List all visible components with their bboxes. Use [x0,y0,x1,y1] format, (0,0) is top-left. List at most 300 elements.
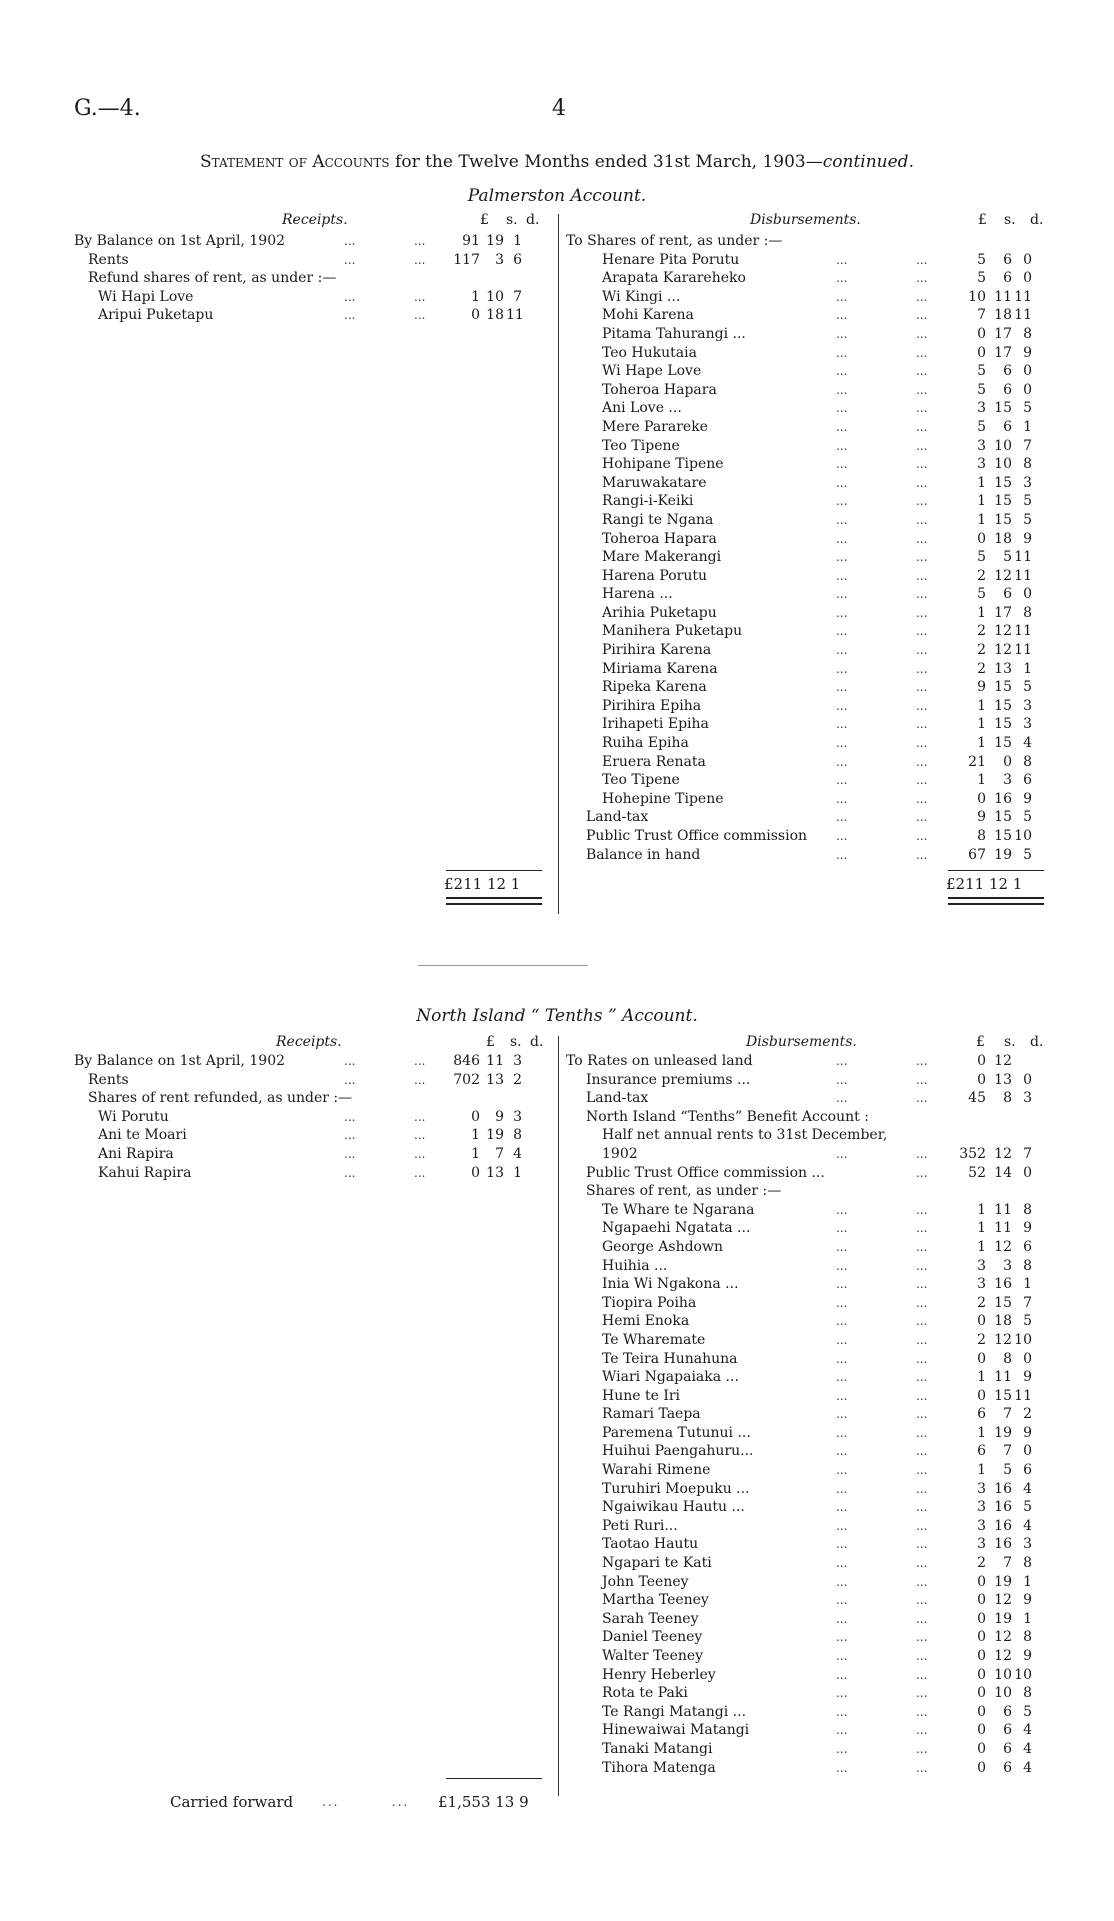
dot-leader: ... [836,1295,848,1310]
north-disbursement-label: Ramari Taepa [602,1406,701,1423]
north-disbursement-row [566,1461,1056,1480]
dot-leader: ... [836,754,848,769]
palmerston-disbursement-pounds: 5 [977,418,986,435]
dot-leader: ... [916,1407,928,1422]
dot-leader: ... [836,1388,848,1403]
palmerston-disbursement-shillings: 17 [994,325,1012,342]
north-disbursement-label: Ngapari te Kati [602,1555,712,1572]
palmerston-disbursement-label: Public Trust Office commission [586,828,808,844]
north-disbursement-pounds: 1 [977,1369,986,1386]
palmerston-disbursement-pounds: 0 [977,790,986,807]
palmerston-disbursement-shillings: 3 [1003,772,1012,789]
north-disbursement-pence: 8 [1023,1555,1032,1572]
dot-leader: ... [916,1091,928,1106]
north-disbursement-pounds: 1 [977,1201,986,1218]
dot-leader: ... [916,1556,928,1571]
dot-leader: ... [836,1593,848,1608]
palmerston-disbursement-pounds: 1 [977,604,986,621]
north-disbursement-shillings: 11 [994,1220,1012,1237]
palmerston-disbursement-shillings: 19 [994,846,1012,863]
north-disbursement-pence: 7 [1023,1145,1032,1162]
north-receipt-pounds: 0 [471,1108,480,1125]
dot-leader: ... [836,1723,848,1738]
palmerston-disbursement-row [566,585,1056,604]
dot-leader: ... [836,1537,848,1552]
palmerston-disbursement-row [566,622,1056,641]
palmerston-disbursement-pounds: 1 [977,697,986,714]
dot-leader: ... [344,289,356,304]
dot-leader: ... [916,736,928,751]
palmerston-disbursement-pence: 10 [1014,828,1032,844]
dot-leader: ... [916,568,928,583]
palmerston-disbursement-pence: 11 [1014,307,1032,324]
north-disbursement-shillings: 15 [994,1294,1012,1311]
dot-leader: ... [916,1500,928,1515]
dot-leader: ... [916,1481,928,1496]
north-disbursement-pounds: 3 [977,1499,986,1516]
north-receipt-pounds: 1 [471,1145,480,1162]
palmerston-disbursement-shillings: 15 [994,511,1012,528]
dot-leader: ... [836,1072,848,1087]
palmerston-disbursement-row [566,325,1056,344]
north-disbursement-pounds: 0 [977,1071,986,1088]
palmerston-disbursement-pence: 0 [1023,381,1032,398]
north-receipt-label: Kahui Rapira [98,1164,192,1181]
north-disbursement-pounds: 2 [977,1294,986,1311]
carried-forward-total: £1,553 13 9 [438,1793,529,1811]
north-disbursement-row [566,1201,1056,1220]
palmerston-disbursement-pounds: 1 [977,474,986,491]
dot-leader: ... [916,1258,928,1273]
palmerston-disbursement-label: Toheroa Hapara [602,530,717,547]
north-disbursement-shillings: 18 [994,1313,1012,1330]
north-disbursement-shillings: 12 [994,1053,1012,1069]
north-disbursement-label: Tiopira Poiha [602,1294,697,1311]
north-disbursement-label: Insurance premiums ... [586,1071,751,1088]
palmerston-disbursement-shillings: 6 [1003,363,1012,380]
dot-leader: ... [836,289,848,304]
palmerston-disbursement-shillings: 6 [1003,270,1012,287]
north-disbursement-label: Henry Heberley [602,1666,716,1683]
north-disbursement-pence: 4 [1023,1517,1032,1534]
dot-leader: ... [836,1556,848,1571]
dot-leader: ... [916,512,928,527]
palmerston-disbursement-shillings: 15 [994,697,1012,714]
palmerston-disbursement-row [566,567,1056,586]
north-disbursement-shillings: 16 [994,1517,1012,1534]
palmerston-disbursement-pence: 8 [1023,604,1032,621]
north-disbursement-shillings: 19 [994,1424,1012,1441]
palmerston-disbursement-pence: 0 [1023,586,1032,603]
palmerston-receipt-pence: 6 [513,251,522,268]
north-disbursement-pounds: 3 [977,1276,986,1293]
palmerston-disbursement-pounds: 3 [977,456,986,473]
shilling-head: s. [510,1034,522,1050]
north-disbursement-row [566,1591,1056,1610]
palmerston-disbursement-row [566,734,1056,753]
north-disbursement-label: Huihui Paengahuru... [602,1443,754,1460]
page-number: 4 [552,96,566,121]
palmerston-receipt-row [74,306,564,325]
dot-leader: ... [916,1593,928,1608]
palmerston-disbursement-shillings: 15 [994,679,1012,696]
palmerston-disbursement-pence: 3 [1023,697,1032,714]
palmerston-disbursement-pence: 5 [1023,809,1032,826]
dot-leader: ... [836,698,848,713]
north-disbursement-pence: 6 [1023,1462,1032,1479]
dot-leader: ... [836,810,848,825]
dot-leader: ... [916,1314,928,1329]
dot-leader: ... [836,1741,848,1756]
palmerston-receipt-pounds: 1 [471,288,480,305]
north-receipt-pence: 1 [513,1164,522,1181]
north-disbursement-shillings: 5 [1003,1462,1012,1479]
palmerston-disbursement-shillings: 15 [994,735,1012,752]
palmerston-disbursement-row [566,437,1056,456]
dot-leader: ... [836,475,848,490]
palmerston-disbursement-label: Teo Hukutaia [602,344,697,361]
north-disbursement-shillings: 7 [1003,1555,1012,1572]
north-disbursement-shillings: 19 [994,1610,1012,1627]
title-continued: continued. [822,152,914,172]
north-disbursement-pence: 1 [1023,1573,1032,1590]
north-carried-rule [446,1778,542,1779]
palmerston-disbursement-shillings: 12 [994,567,1012,584]
palmerston-disbursement-row [566,660,1056,679]
north-disbursement-row [566,1498,1056,1517]
palmerston-disbursement-pence: 11 [1014,623,1032,640]
dot-leader: ... [916,252,928,267]
dot-leader: ... [916,1444,928,1459]
north-disbursement-row [566,1628,1056,1647]
palmerston-disbursement-pence: 11 [1014,549,1032,566]
north-disbursement-row [566,1647,1056,1666]
dot-leader: ... [344,252,356,267]
dot-leader: ... [836,271,848,286]
north-disbursement-shillings: 12 [994,1145,1012,1162]
north-disbursement-pounds: 0 [977,1053,986,1069]
palmerston-receipt-label: Aripui Puketapu [98,307,214,324]
north-disbursement-label: To Rates on unleased land [566,1053,753,1069]
dot-leader: ... [836,1202,848,1217]
dot-leader: ... [916,1741,928,1756]
dot-leader: ... [836,1760,848,1775]
dot-leader: ... [836,1091,848,1106]
dot-leader: ... [916,308,928,323]
palmerston-disbursement-label: To Shares of rent, as under :— [566,233,783,249]
north-disbursement-shillings: 6 [1003,1759,1012,1776]
palmerston-disbursement-pounds: 5 [977,586,986,603]
palmerston-disbursement-pounds: 1 [977,772,986,789]
palmerston-disbursement-row [566,678,1056,697]
north-disbursement-row [566,1275,1056,1294]
dot-leader: ... [836,1518,848,1533]
north-disbursement-pence: 5 [1023,1313,1032,1330]
dot-leader: ... [414,234,426,248]
north-disbursement-shillings: 16 [994,1536,1012,1553]
north-disbursement-row [566,1721,1056,1740]
north-disbursement-shillings: 16 [994,1480,1012,1497]
dot-leader: ... [836,1444,848,1459]
palmerston-disbursement-label: Harena Porutu [602,567,707,584]
palmerston-disbursement-label: Wi Hape Love [602,363,702,380]
palmerston-disbursement-label: Pirihira Karena [602,642,712,659]
dot-leader: ... [916,1574,928,1589]
north-disbursement-shillings: 3 [1003,1257,1012,1274]
north-disbursement-row [566,1610,1056,1629]
dot-leader: ... [916,829,928,843]
north-receipt-pence: 4 [513,1145,522,1162]
north-disbursement-label: Turuhiri Moepuku ... [602,1480,750,1497]
north-disbursement-row [566,1368,1056,1387]
dot-leader: ... [916,717,928,732]
north-disbursement-pence: 2 [1023,1406,1032,1423]
palmerston-disbursement-pence: 5 [1023,511,1032,528]
palmerston-disbursement-label: Arapata Karareheko [602,270,746,287]
palmerston-disbursement-row [566,827,1056,846]
north-disbursement-row [566,1238,1056,1257]
north-disbursement-pence: 6 [1023,1238,1032,1255]
palmerston-disbursement-pounds: 9 [977,809,986,826]
north-disbursement-label: Shares of rent, as under :— [586,1183,782,1200]
north-receipt-pence: 2 [513,1071,522,1088]
north-disbursement-pence: 4 [1023,1480,1032,1497]
dot-leader: ... [836,829,848,843]
palmerston-disbursement-shillings: 0 [1003,753,1012,770]
palmerston-disbursement-pounds: 2 [977,642,986,659]
palmerston-disbursement-row [566,344,1056,363]
palmerston-disbursement-pence: 11 [1014,567,1032,584]
dot-leader: ... [916,1277,928,1292]
dot-leader: ... [916,1388,928,1403]
palmerston-disbursement-label: Henare Pita Porutu [602,251,740,268]
palmerston-receipts-head: Receipts. [282,212,348,228]
north-disbursement-row [566,1442,1056,1461]
palmerston-disbursement-row [566,492,1056,511]
north-disbursement-row [566,1740,1056,1759]
dot-leader: ... [344,234,356,248]
north-disbursement-pence: 9 [1023,1592,1032,1609]
palmerston-receipt-pence: 1 [513,233,522,249]
north-disbursement-shillings: 7 [1003,1443,1012,1460]
palmerston-receipt-shillings: 3 [495,251,504,268]
palmerston-disbursement-pounds: 2 [977,567,986,584]
palmerston-disbursement-pounds: 8 [977,828,986,844]
palmerston-receipts-rule [446,870,542,871]
north-disbursement-pence: 0 [1023,1164,1032,1181]
north-disbursement-row [566,1071,1056,1090]
north-receipt-label: Wi Porutu [98,1108,169,1125]
dot-leader: ... [916,1704,928,1719]
palmerston-disbursement-pounds: 1 [977,511,986,528]
palmerston-disbursement-row [566,771,1056,790]
dot-leader: ... [414,289,426,304]
north-disbursement-shillings: 14 [994,1164,1012,1181]
dot-leader: ... [836,680,848,695]
document-reference: G.—4. [74,96,141,121]
north-receipt-shillings: 19 [486,1127,504,1144]
dot-leader: ... [836,1277,848,1292]
north-disbursement-pounds: 0 [977,1666,986,1683]
north-disbursement-row [566,1089,1056,1108]
palmerston-disbursement-pounds: 3 [977,400,986,417]
dot-leader: ... [916,1295,928,1310]
north-disbursement-pounds: 3 [977,1257,986,1274]
palmerston-disbursement-pence: 7 [1023,437,1032,454]
north-disbursement-shillings: 16 [994,1276,1012,1293]
north-disbursement-pounds: 2 [977,1555,986,1572]
north-disbursement-shillings: 16 [994,1499,1012,1516]
palmerston-disbursement-row [566,362,1056,381]
dot-leader: ... [916,1165,928,1180]
palmerston-disbursement-pence: 9 [1023,790,1032,807]
dot-leader: ... [836,717,848,732]
palmerston-disbursement-label: Balance in hand [586,846,701,863]
palmerston-disbursement-pounds: 5 [977,270,986,287]
dot-leader: ... [916,438,928,453]
dot-leader: ... [836,1258,848,1273]
palmerston-disbursement-shillings: 5 [1003,549,1012,566]
north-disbursement-pence: 10 [1014,1331,1032,1348]
title-statement: Statement of Accounts [200,152,390,172]
palmerston-disbursement-shillings: 17 [994,604,1012,621]
dot-leader: ... [836,1500,848,1515]
palmerston-receipt-pounds: 117 [453,251,480,268]
north-disbursement-pence: 9 [1023,1424,1032,1441]
dot-leader: ... [836,1407,848,1422]
north-disbursement-pence: 0 [1023,1350,1032,1367]
palmerston-disbursement-pounds: 5 [977,381,986,398]
north-disbursement-pounds: 0 [977,1722,986,1739]
north-disbursement-row [566,1517,1056,1536]
dot-leader: ... [916,680,928,695]
north-receipts-list [74,1052,564,1182]
dot-leader: ... [916,1537,928,1552]
palmerston-heading: Palmerston Account. [467,186,647,206]
dot-leader: ... [836,1649,848,1663]
north-disbursement-row [566,1219,1056,1238]
palmerston-disbursement-row [566,548,1056,567]
dot-leader: ... [916,1667,928,1682]
north-disbursement-pence: 8 [1023,1257,1032,1274]
north-disbursement-label: Martha Teeney [602,1592,709,1609]
palmerston-disbursement-label: Manihera Puketapu [602,623,743,640]
north-disbursement-pounds: 0 [977,1387,986,1404]
palmerston-disbursement-shillings: 12 [994,623,1012,640]
north-disbursement-label: Warahi Rimene [602,1462,711,1479]
dot-leader: ... [836,382,848,397]
carried-forward-leader: ... ... [322,1795,410,1809]
dot-leader: ... [836,1481,848,1496]
north-disbursement-label: Te Whare te Ngarana [602,1201,755,1218]
north-receipt-row [74,1052,564,1071]
palmerston-disbursement-pounds: 10 [968,288,986,305]
north-receipt-label: Ani Rapira [98,1145,174,1162]
palmerston-disbursement-row [566,455,1056,474]
dot-leader: ... [916,1723,928,1738]
dot-leader: ... [836,1574,848,1589]
pence-head: d. [526,212,540,228]
north-disbursement-shillings: 12 [994,1592,1012,1609]
dot-leader: ... [916,475,928,490]
palmerston-disbursement-row [566,846,1056,865]
dot-leader: ... [916,1518,928,1533]
dot-leader: ... [836,643,848,658]
dot-leader: ... [916,550,928,565]
north-disbursement-pounds: 0 [977,1592,986,1609]
palmerston-disbursement-pounds: 9 [977,679,986,696]
palmerston-receipt-label: By Balance on 1st April, 1902 [74,233,286,249]
north-disbursement-label: Land-tax [586,1090,649,1107]
palmerston-disbursement-row [566,641,1056,660]
north-disbursement-row [566,1164,1056,1183]
north-disbursement-label: Tihora Matenga [602,1759,716,1776]
north-disbursement-pence: 5 [1023,1703,1032,1720]
north-disbursement-pence: 3 [1023,1090,1032,1107]
dot-leader: ... [836,847,848,862]
north-disbursement-pence: 3 [1023,1536,1032,1553]
dot-leader: ... [836,550,848,565]
palmerston-disbursement-pounds: 21 [968,753,986,770]
north-disbursement-label: Walter Teeney [602,1648,704,1664]
north-disbursement-label: Inia Wi Ngakona ... [602,1276,739,1293]
dot-leader: ... [916,624,928,639]
palmerston-disbursement-row [566,604,1056,623]
dot-leader: ... [836,568,848,583]
palmerston-disbursement-row [566,418,1056,437]
palmerston-receipts-list [74,232,564,325]
palmerston-disbursement-label: Irihapeti Epiha [602,716,709,733]
north-disbursement-pence: 0 [1023,1071,1032,1088]
dot-leader: ... [836,1686,848,1701]
palmerston-disbursement-shillings: 12 [994,642,1012,659]
north-disbursements-list [566,1052,1056,1777]
north-receipt-pence: 8 [513,1127,522,1144]
dot-leader: ... [916,847,928,862]
dot-leader: ... [836,531,848,546]
dot-leader: ... [916,1686,928,1701]
north-disbursement-label: Ngapaehi Ngatata ... [602,1220,751,1237]
palmerston-disbursement-pounds: 5 [977,251,986,268]
palmerston-disbursement-label: Hohepine Tipene [602,790,724,807]
palmerston-disbursement-pounds: 0 [977,530,986,547]
north-disbursement-label: John Teeney [602,1573,689,1590]
north-disbursement-label: George Ashdown [602,1238,723,1255]
north-disbursement-row [566,1350,1056,1369]
north-receipt-row [74,1164,564,1183]
palmerston-disbursement-shillings: 6 [1003,418,1012,435]
north-disbursement-pence: 0 [1023,1443,1032,1460]
dot-leader: ... [916,1202,928,1217]
north-disbursement-shillings: 11 [994,1369,1012,1386]
dot-leader: ... [916,271,928,286]
dot-leader: ... [344,1072,356,1087]
dot-leader: ... [836,512,848,527]
palmerston-disbursement-pence: 4 [1023,735,1032,752]
north-receipt-pounds: 0 [471,1164,480,1181]
palmerston-disbursement-shillings: 18 [994,307,1012,324]
dot-leader: ... [836,736,848,751]
dot-leader: ... [836,661,848,676]
north-disbursement-shillings: 12 [994,1629,1012,1646]
palmerston-disbursement-label: Rangi te Ngana [602,511,714,528]
dot-leader: ... [344,1109,356,1124]
dot-leader: ... [344,308,356,323]
palmerston-disbursement-label: Teo Tipene [602,772,680,789]
dot-leader: ... [836,438,848,453]
dot-leader: ... [916,1370,928,1385]
north-disbursement-pence: 4 [1023,1722,1032,1739]
